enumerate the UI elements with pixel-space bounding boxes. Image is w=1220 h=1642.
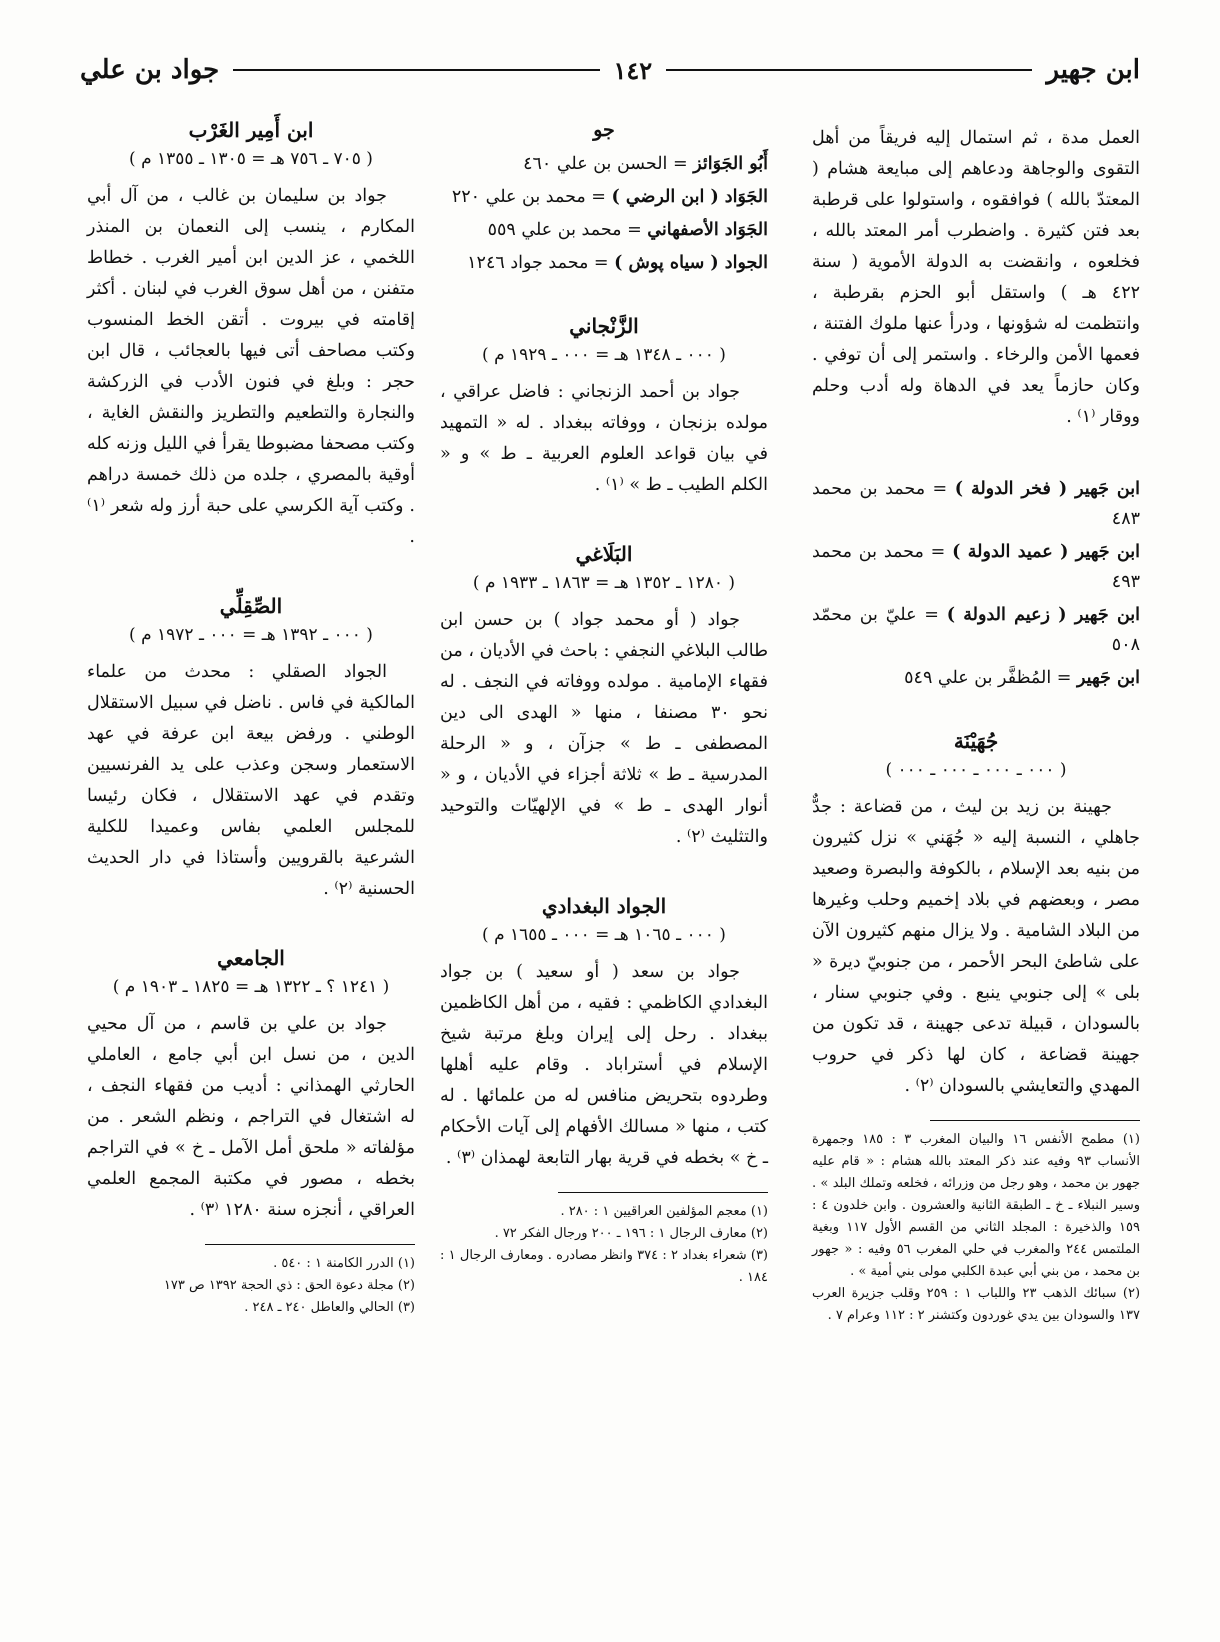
- footnote: (١) الدرر الكامنة ١ : ٥٤٠ .: [273, 1256, 415, 1271]
- footnote: (٣) الحالي والعاطل ٢٤٠ ـ ٢٤٨ .: [244, 1300, 415, 1315]
- entry-body: جواد بن علي بن قاسم ، من آل محيي الدين ، من نسل ابن أبي جامع ، العاملي الحارثي الهمذاني : أديب من فقهاء النجف ، له اشتغال في التراجم ، ونظم الشعر . من مؤلفاته « ملحق أمل الآمل ـ خ » في التراجم بخطه ، مصور في مكتبة المجمع العلمي العراقي ، أنجزه سنة ١٢٨٠ ⁽٣⁾ .: [87, 1014, 415, 1220]
- cross-reference: الجواد ( سياه پوش ) = محمد جواد ١٢٤٦: [467, 253, 768, 273]
- section-letter: جو: [593, 119, 615, 141]
- header-left-title: جواد بن علي: [80, 55, 220, 85]
- footnote-rule: [930, 1120, 1140, 1121]
- running-header: [80, 52, 1140, 88]
- footnote-rule: [205, 1244, 415, 1245]
- cross-reference: الجَوَاد الأصفهاني = محمد بن علي ٥٥٩: [487, 220, 768, 240]
- entry-body: جواد ( أو محمد جواد ) بن حسن ابن طالب البلاغي النجفي : باحث في الأديان ، من فقهاء الإمامية . مولده ووفاته في النجف . له نحو ٣٠ مصنفا ، منها « الهدى الى دين المصطفى ـ ط » جزآن ، و « الرحلة المدرسية ـ ط » ثلاثة أجزاء في الأديان ، و « أنوار الهدى ـ ط » في الإلهيّات والتوحيد والتثليث ⁽٢⁾ .: [440, 610, 768, 847]
- page-number: ١٤٢: [613, 55, 653, 85]
- header-right-title: ابن جهير: [1046, 55, 1140, 85]
- entry-body: جهينة بن زيد بن ليث ، من قضاعة : جدٌّ جاهلي ، النسبة إليه « جُهَني » نزل كثيرون من بنيه بعد الإسلام ، بالكوفة والبصرة وصعيد مصر ، وبعضهم في بلاد إخميم وحلب وغيرها من البلاد الشامية . ولا يزال منهم كثيرون الآن على شاطئ البحر الأحمر ، من جنوبيّ ديرة « بلى » إلى جنوبي ينبع . وفي جنوبي سنار ، بالسودان ، قبيلة تدعى جهينة ، قد تكون من جهينة قضاعة ، كان لها ذكر في حروب المهدي والتعايشي بالسودان ⁽٢⁾ .: [812, 797, 1140, 1096]
- footnote: (١) مطمح الأنفس ١٦ والبيان المغرب ٣ : ١٨٥ وجمهرة الأنساب ٩٣ وفيه عند ذكر المعتد بالله هشام : « قام عليه جهور بن محمد ، وهو رجل من وزرائه ، فخلعه وتملك البلد » . وسير النبلاء ـ خ ـ الطبقة الثانية والعشرون . وابن خلدون ٤ : ١٥٩ والذخيرة : المجلد الثاني من القسم الأول ١١٧ وبغية الملتمس ٢٤٤ والمغرب في حلي المغرب ٥٦ وفيه : « جهور بن محمد ، من بني أبي عبدة الكلبي مولى بني أمية » .: [812, 1132, 1141, 1279]
- footnotes: [812, 1129, 1140, 1327]
- entry-heading: الجامعي: [217, 946, 285, 970]
- continued-entry-text: العمل مدة ، ثم استمال إليه فريقاً من أهل التقوى والوجاهة ودعاهم إلى مبايعة هشام ( المعتدّ بالله ) فوافقوه ، واستولوا على قرطبة بعد فتن كثيرة . واضطرب أمر المعتد بالله ، فخلعوه ، وانقضت به الدولة الأموية ( سنة ٤٢٢ هـ ) واستقل أبو الحزم بقرطبة ، وانتظمت له شؤونها ، ودرأ عنها ملوك الفتنة ، فعمها الأمن والرخاء . واستمر إلى أن توفي . وكان حازماً يعد في الدهاة وله أدب وحلم ووقار ⁽١⁾ .: [812, 128, 1140, 427]
- footnote: (٢) معارف الرجال ١ : ١٩٦ ـ ٢٠٠ ورجال الفكر ٧٢ .: [494, 1226, 768, 1241]
- entry-heading: الجواد البغدادي: [541, 894, 667, 918]
- cross-reference: ابن جَهير ( فخر الدولة ) = محمد بن محمد ٤٨٣: [812, 479, 1140, 529]
- footnote: (٢) مجلة دعوة الحق : ذي الحجة ١٣٩٢ ص ١٧٣: [163, 1278, 415, 1293]
- footnote-rule: [558, 1192, 768, 1193]
- entry-body: جواد بن سليمان بن غالب ، من آل أبي المكارم ، ينسب إلى النعمان بن المنذر اللخمي ، عز الدين ابن أمير الغرب . خطاط متفنن ، من أهل سوق الغرب في لبنان . أكثر إقامته في بيروت . أتقن الخط المنسوب وكتب مصاحف أتى فيها بالعجائب ، قال ابن حجر : وبلغ في فنون الأدب في الزركشة والنجارة والتطعيم والتطريز والنقش الغاية ، وكتب مصحفا مضبوطا يقرأ في الليل وزنه كله أوقية بالمصري ، جلده من ذلك خمسة دراهم . وكتب آية الكرسي على حبة أرز وله شعر ⁽١⁾ .: [87, 186, 415, 547]
- entry-heading: الزَّنْجاني: [569, 314, 639, 338]
- footnotes: [440, 1201, 768, 1289]
- entry-dates: ( ٠٠٠ ـ ١٣٤٨ هـ = ٠٠٠ ـ ١٩٢٩ م ): [482, 345, 726, 365]
- entry-dates: ( ٧٠٥ ـ ٧٥٦ هـ = ١٣٠٥ ـ ١٣٥٥ م ): [129, 149, 373, 169]
- cross-reference: الجَوَاد ( ابن الرضي ) = محمد بن علي ٢٢٠: [451, 187, 768, 207]
- footnote: (٣) شعراء بغداد ٢ : ٣٧٤ وانظر مصادره . ومعارف الرجال ١ : ١٨٤ .: [440, 1248, 768, 1285]
- footnote: (٢) سبائك الذهب ٢٣ واللباب ١ : ٢٥٩ وقلب جزيرة العرب ١٣٧ والسودان بين يدي غوردون وكتشنر ٢ : ١١٢ وعرام ٧ .: [812, 1286, 1141, 1323]
- entry-heading: البَلَاغي: [575, 542, 633, 566]
- cross-reference: ابن جَهير = المُظفَّر بن علي ٥٤٩: [904, 668, 1140, 688]
- entry-dates: ( ٠٠٠ ـ ١٠٦٥ هـ = ٠٠٠ ـ ١٦٥٥ م ): [482, 925, 726, 945]
- entry-heading: الصِّقِلِّي: [219, 594, 283, 618]
- cross-reference: ابن جَهير ( زعيم الدولة ) = عليّ بن محمّد ٥٠٨: [812, 605, 1140, 655]
- entry-heading: جُهَيْنَة: [953, 729, 999, 753]
- footnote: (١) معجم المؤلفين العراقيين ١ : ٢٨٠ .: [560, 1204, 768, 1219]
- entry-dates: ( ٠٠٠ ـ ٠٠٠ ـ ٠٠٠ ـ ٠٠٠ ): [885, 760, 1067, 780]
- entry-body: جواد بن أحمد الزنجاني : فاضل عراقي ، مولده بزنجان ، ووفاته ببغداد . له « التمهيد في بيان قواعد العلوم العربية ـ ط » و « الكلم الطيب ـ ط » ⁽١⁾ .: [440, 382, 768, 495]
- entry-heading: ابن أَمِير الغَرْب: [188, 118, 314, 142]
- header-rule-right: [666, 69, 1032, 71]
- cross-reference: أَبُو الجَوَائز = الحسن بن علي ٤٦٠: [523, 154, 768, 174]
- left-column: [87, 115, 415, 1319]
- entry-body: الجواد الصقلي : محدث من علماء المالكية في فاس . ناضل في سبيل الاستقلال الوطني . ورفض بيعة ابن عرفة في عهد الاستعمار وسجن وعذب على يد الفرنسيين وتقدم في عهد الاستقلال ، فكان رئيسا للمجلس العلمي بفاس وعميدا للكلية الشرعية بالقرويين وأستاذا في دار الحديث الحسنية ⁽٢⁾ .: [87, 662, 415, 899]
- middle-column: [440, 115, 768, 1289]
- header-rule-left: [233, 69, 599, 71]
- entry-dates: ( ١٢٤١ ؟ ـ ١٣٢٢ هـ = ١٨٢٥ ـ ١٩٠٣ م ): [112, 977, 390, 997]
- cross-reference: ابن جَهير ( عميد الدولة ) = محمد بن محمد ٤٩٣: [812, 542, 1140, 592]
- entry-body: جواد بن سعد ( أو سعيد ) بن جواد البغدادي الكاظمي : فقيه ، من أهل الكاظمين ببغداد . رحل إلى إيران وبلغ مرتبة شيخ الإسلام في أستراباد . وقام عليه أهلها وطردوه بتحريض منافس له من علمائها . له كتب ، منها « مسالك الأفهام إلى آيات الأحكام ـ خ » بخطه في قرية بهار التابعة لهمذان ⁽٣⁾ .: [440, 962, 768, 1168]
- entry-dates: ( ١٢٨٠ ـ ١٣٥٢ هـ = ١٨٦٣ ـ ١٩٣٣ م ): [472, 573, 736, 593]
- right-column: [812, 115, 1140, 1327]
- entry-dates: ( ٠٠٠ ـ ١٣٩٢ هـ = ٠٠٠ ـ ١٩٧٢ م ): [129, 625, 373, 645]
- footnotes: [87, 1253, 415, 1319]
